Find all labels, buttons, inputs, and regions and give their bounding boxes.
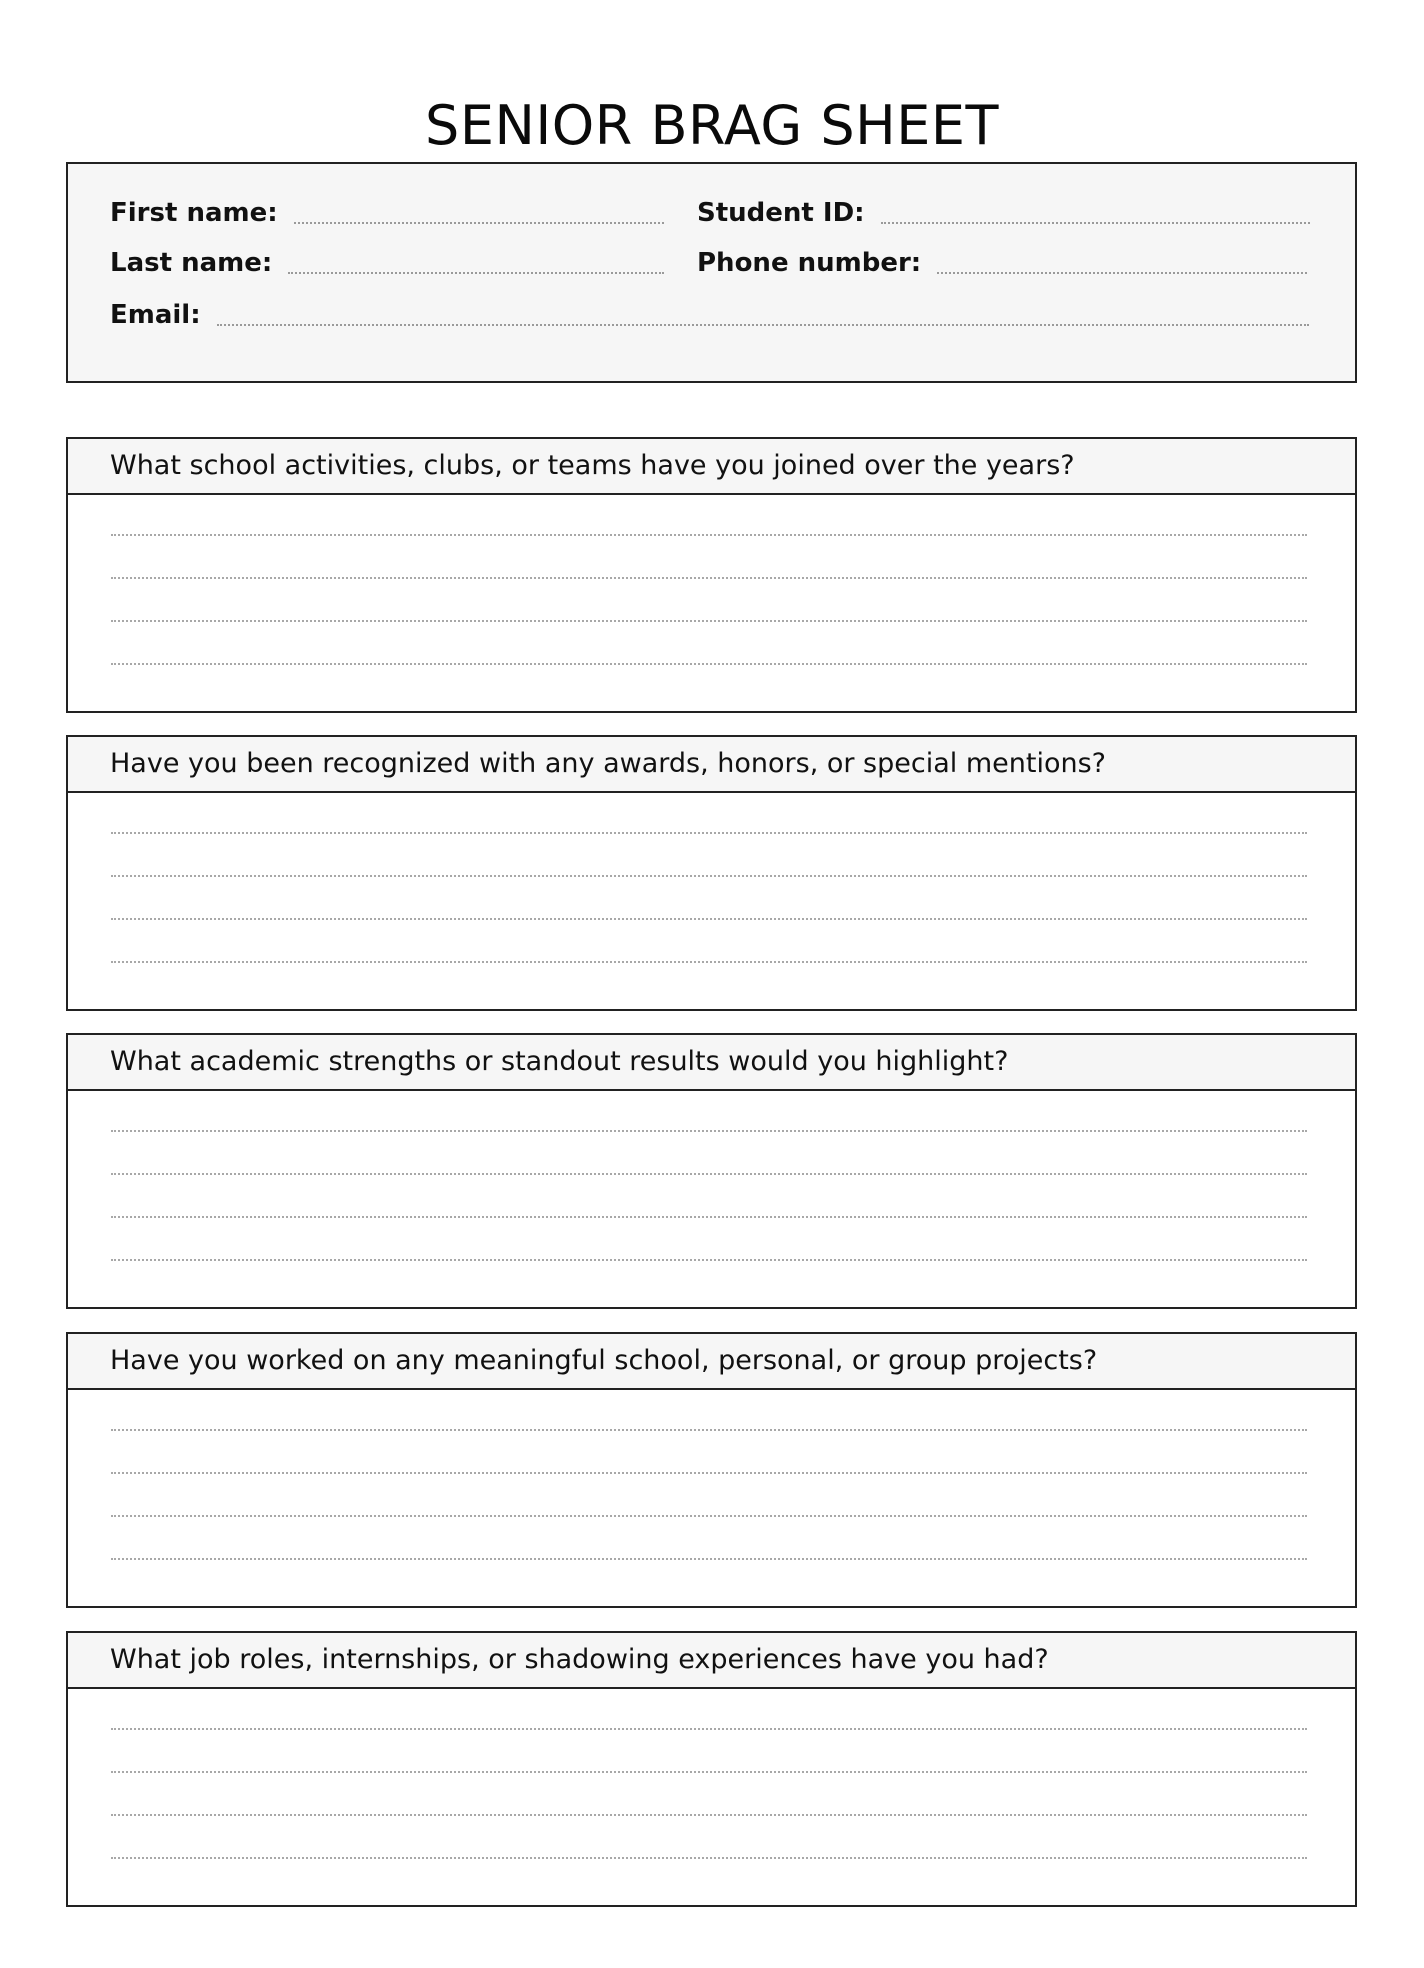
section-question: Have you been recognized with any awards, honors, or special mentions?	[68, 737, 1355, 793]
answer-line[interactable]	[111, 832, 1307, 834]
section-academics	[66, 1033, 1357, 1309]
phone-number-input-line[interactable]	[937, 272, 1307, 274]
answer-line[interactable]	[111, 1429, 1307, 1431]
section-projects	[66, 1332, 1357, 1608]
section-question: What school activities, clubs, or teams have you joined over the years?	[68, 439, 1355, 495]
email-field[interactable]	[110, 300, 1309, 334]
last-name-input-line[interactable]	[288, 272, 664, 274]
email-input-line[interactable]	[217, 324, 1309, 326]
answer-line[interactable]	[111, 1771, 1307, 1773]
student-id-input-line[interactable]	[881, 222, 1310, 224]
answer-line[interactable]	[111, 918, 1307, 920]
answer-line[interactable]	[111, 1173, 1307, 1175]
section-question: Have you worked on any meaningful school, personal, or group projects?	[68, 1334, 1355, 1390]
page-title: SENIOR BRAG SHEET	[425, 94, 999, 158]
first-name-label: First name:	[110, 198, 278, 228]
answer-line[interactable]	[111, 875, 1307, 877]
answer-line[interactable]	[111, 1259, 1307, 1261]
answer-line[interactable]	[111, 1515, 1307, 1517]
section-activities	[66, 437, 1357, 713]
section-question: What academic strengths or standout results would you highlight?	[68, 1035, 1355, 1091]
answer-line[interactable]	[111, 1857, 1307, 1859]
answer-line[interactable]	[111, 620, 1307, 622]
phone-number-field[interactable]	[697, 248, 1307, 282]
answer-line[interactable]	[111, 1216, 1307, 1218]
section-awards	[66, 735, 1357, 1011]
phone-number-label: Phone number:	[697, 248, 922, 278]
last-name-label: Last name:	[110, 248, 273, 278]
answer-line[interactable]	[111, 961, 1307, 963]
student-info-box	[66, 162, 1357, 383]
student-id-field[interactable]	[697, 198, 1310, 232]
answer-line[interactable]	[111, 534, 1307, 536]
last-name-field[interactable]	[110, 248, 664, 282]
answer-line[interactable]	[111, 663, 1307, 665]
answer-line[interactable]	[111, 1472, 1307, 1474]
email-label: Email:	[110, 300, 201, 330]
answer-line[interactable]	[111, 577, 1307, 579]
first-name-input-line[interactable]	[294, 222, 664, 224]
answer-line[interactable]	[111, 1558, 1307, 1560]
answer-line[interactable]	[111, 1814, 1307, 1816]
first-name-field[interactable]	[110, 198, 664, 232]
student-id-label: Student ID:	[697, 198, 865, 228]
answer-line[interactable]	[111, 1728, 1307, 1730]
answer-line[interactable]	[111, 1130, 1307, 1132]
section-question: What job roles, internships, or shadowing experiences have you had?	[68, 1633, 1355, 1689]
section-work-experience	[66, 1631, 1357, 1907]
